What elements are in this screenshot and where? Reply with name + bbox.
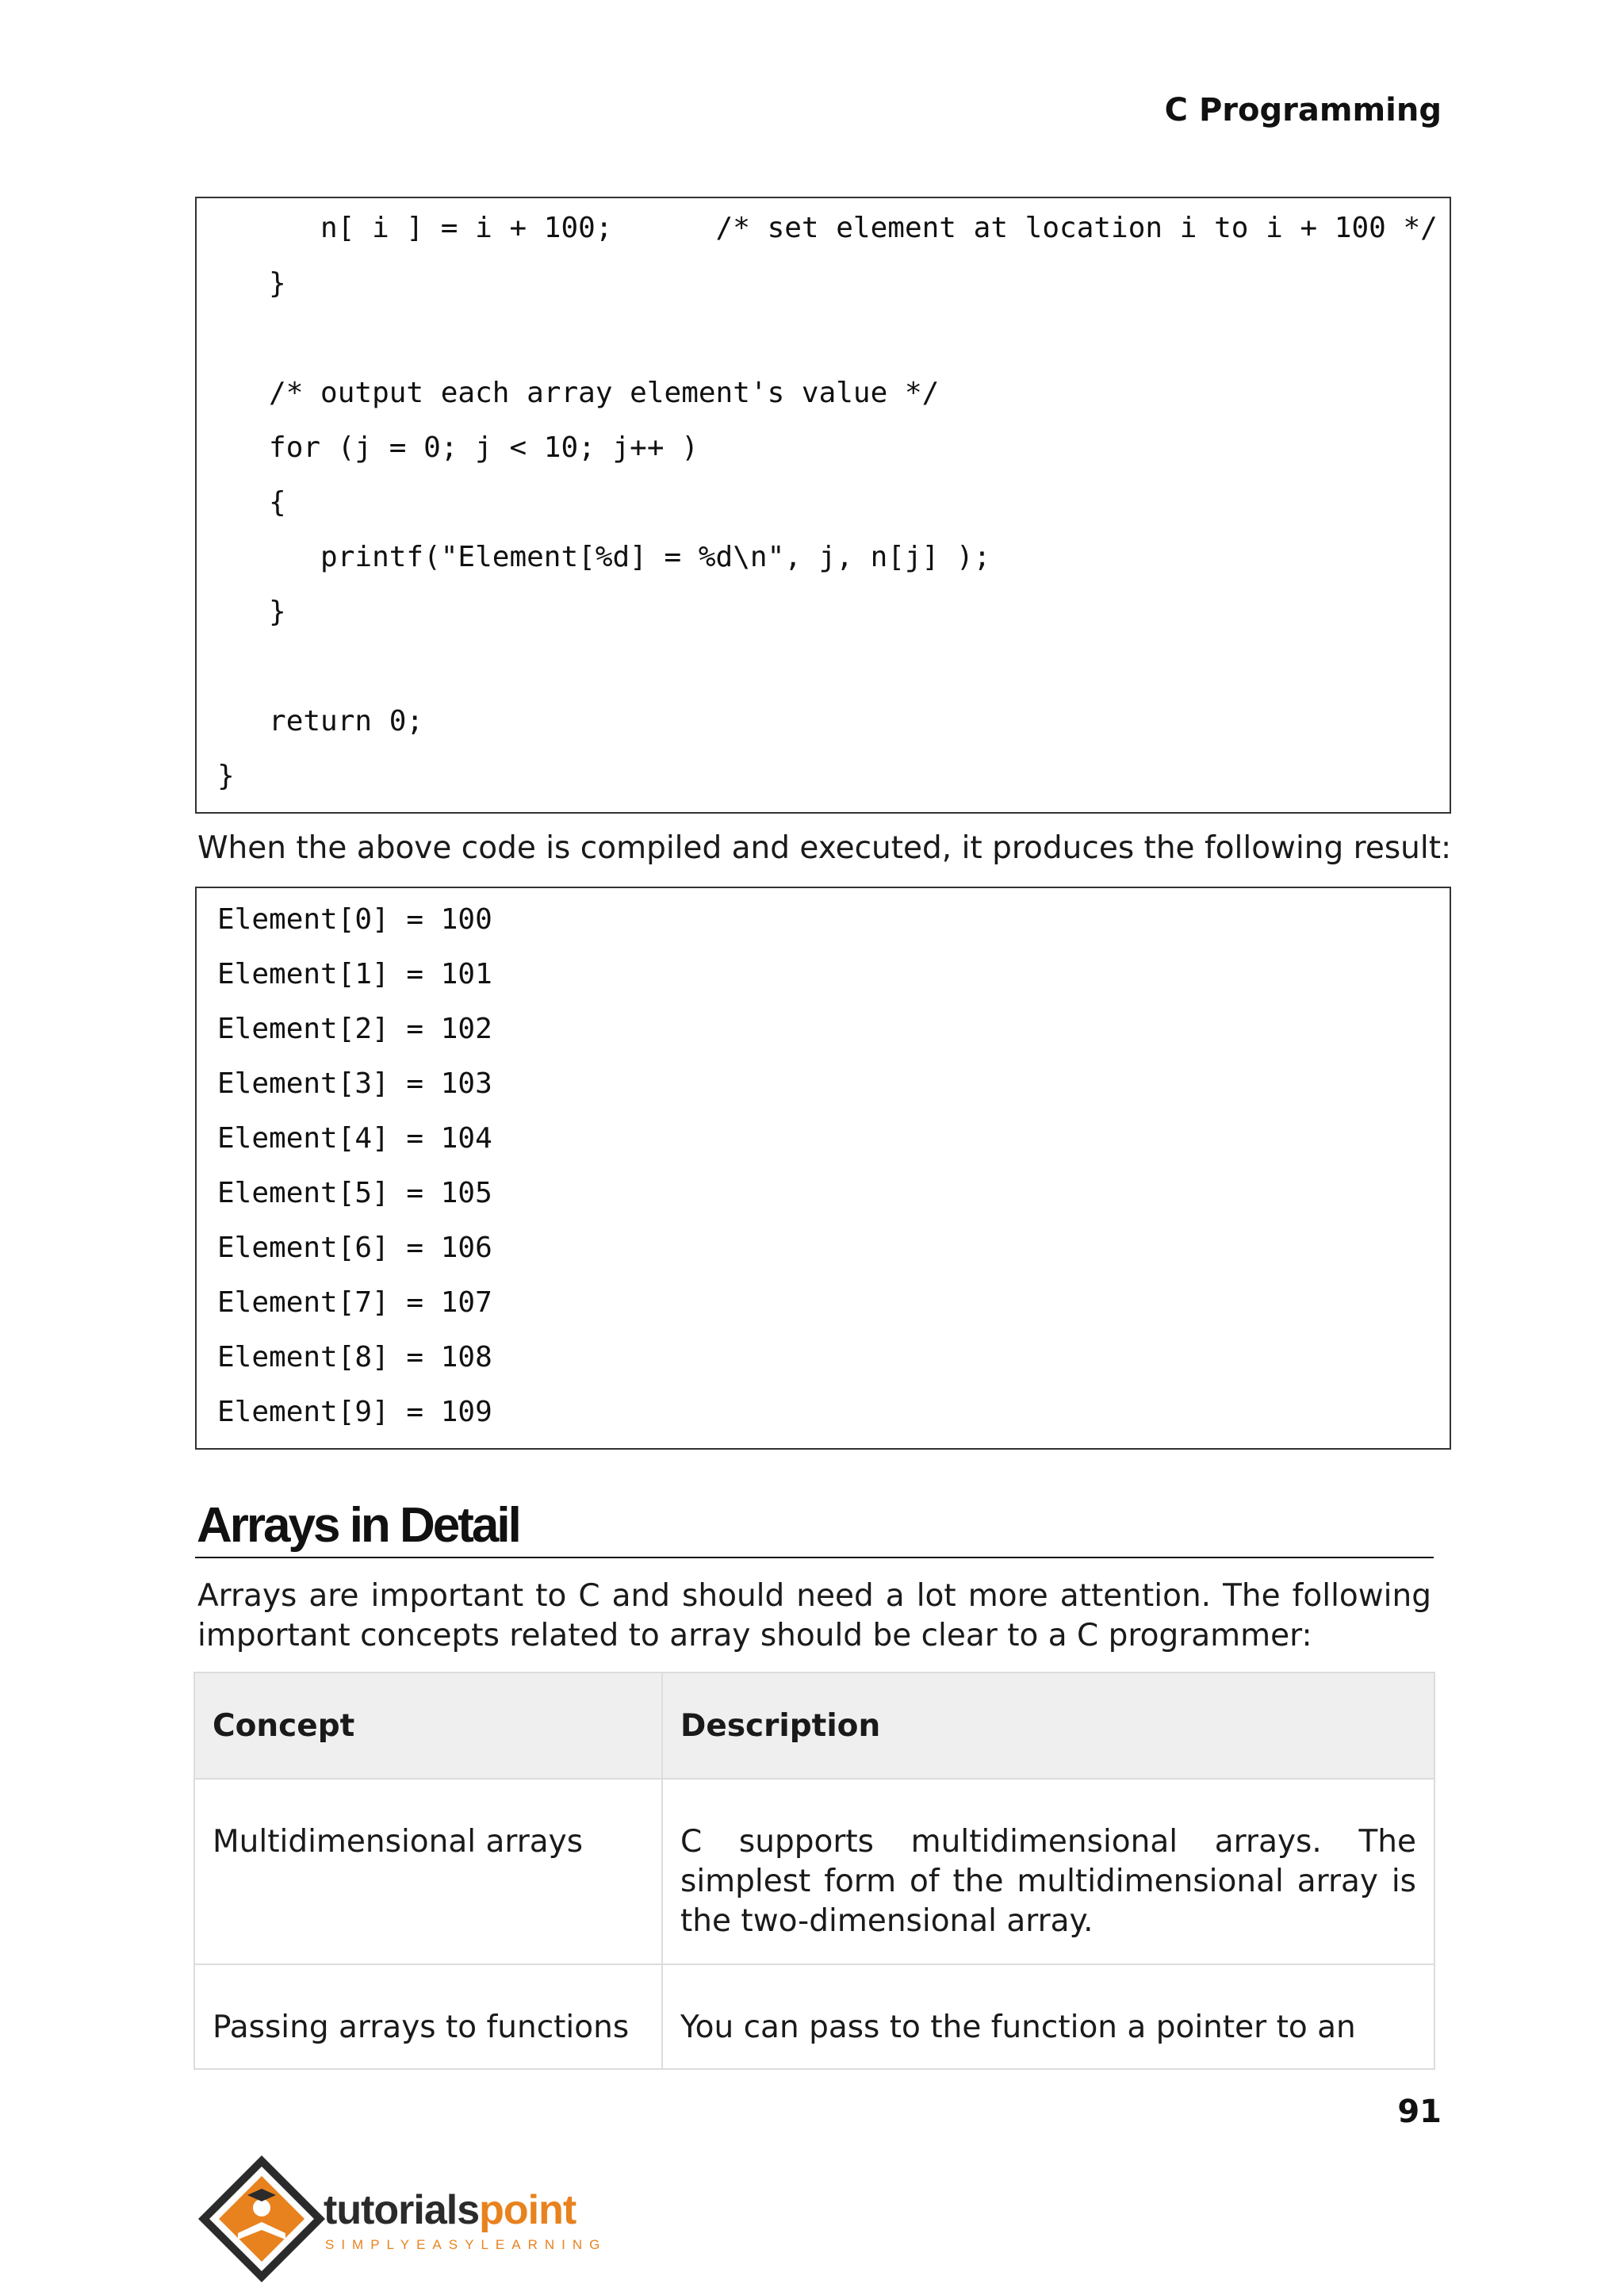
code-line: /* output each array element's value */ (217, 377, 940, 409)
output-line: Element[1] = 101 (217, 958, 492, 990)
code-line: return 0; (217, 705, 424, 738)
output-listing-box (195, 887, 1451, 1450)
code-listing-box (195, 197, 1451, 814)
logo-emblem-icon (198, 2155, 325, 2282)
column-header-description: Description (680, 1708, 881, 1744)
description-cell: C supports multidimensional arrays. The simplest form of the multidimensional array is the two-dimensional array. (680, 1824, 1416, 1939)
logo-brand-part2: point (479, 2187, 576, 2233)
code-line: printf("Element[%d] = %d\n", j, n[j] ); (217, 541, 991, 573)
concept-cell: Multidimensional arrays (195, 1780, 663, 1964)
heading-underline (195, 1557, 1434, 1558)
code-line: { (217, 486, 286, 519)
code-line: } (217, 596, 286, 628)
output-line: Element[9] = 109 (217, 1396, 492, 1428)
code-line: } (217, 267, 286, 300)
table-header-row (195, 1673, 1434, 1780)
logo-tagline-text: SIMPLYEASYLEARNING (325, 2237, 607, 2252)
output-line: Element[8] = 108 (217, 1341, 492, 1374)
result-intro-text: When the above code is compiled and executed, it produces the following result: (197, 830, 1452, 866)
output-line: Element[6] = 106 (217, 1232, 492, 1264)
logo-brand-text (324, 2187, 576, 2233)
tutorialspoint-logo (197, 2154, 641, 2289)
running-header-title: C Programming (1164, 92, 1442, 128)
table-row (195, 1965, 1434, 2068)
table-row (195, 1780, 1434, 1965)
code-line: } (217, 760, 235, 792)
column-header-concept: Concept (195, 1673, 663, 1778)
concept-cell: Passing arrays to functions (195, 1965, 663, 2068)
output-line: Element[3] = 103 (217, 1067, 492, 1100)
output-line: Element[4] = 104 (217, 1122, 492, 1155)
concepts-table (193, 1672, 1435, 2070)
output-line: Element[5] = 105 (217, 1177, 492, 1209)
code-line: n[ i ] = i + 100; /* set element at location i to i + 100 */ (217, 212, 1438, 244)
code-line: for (j = 0; j < 10; j++ ) (217, 431, 699, 464)
section-heading: Arrays in Detail (197, 1498, 519, 1553)
output-line: Element[2] = 102 (217, 1013, 492, 1045)
output-line: Element[7] = 107 (217, 1286, 492, 1319)
description-cell: You can pass to the function a pointer to an (680, 2010, 1356, 2045)
page-number: 91 (1397, 2094, 1442, 2130)
logo-brand-part1: tutorials (324, 2187, 480, 2233)
section-intro-paragraph: Arrays are important to C and should need a lot more attention. The following important concepts related to array should be clear to a C programmer: (197, 1578, 1431, 1653)
output-line: Element[0] = 100 (217, 903, 492, 936)
